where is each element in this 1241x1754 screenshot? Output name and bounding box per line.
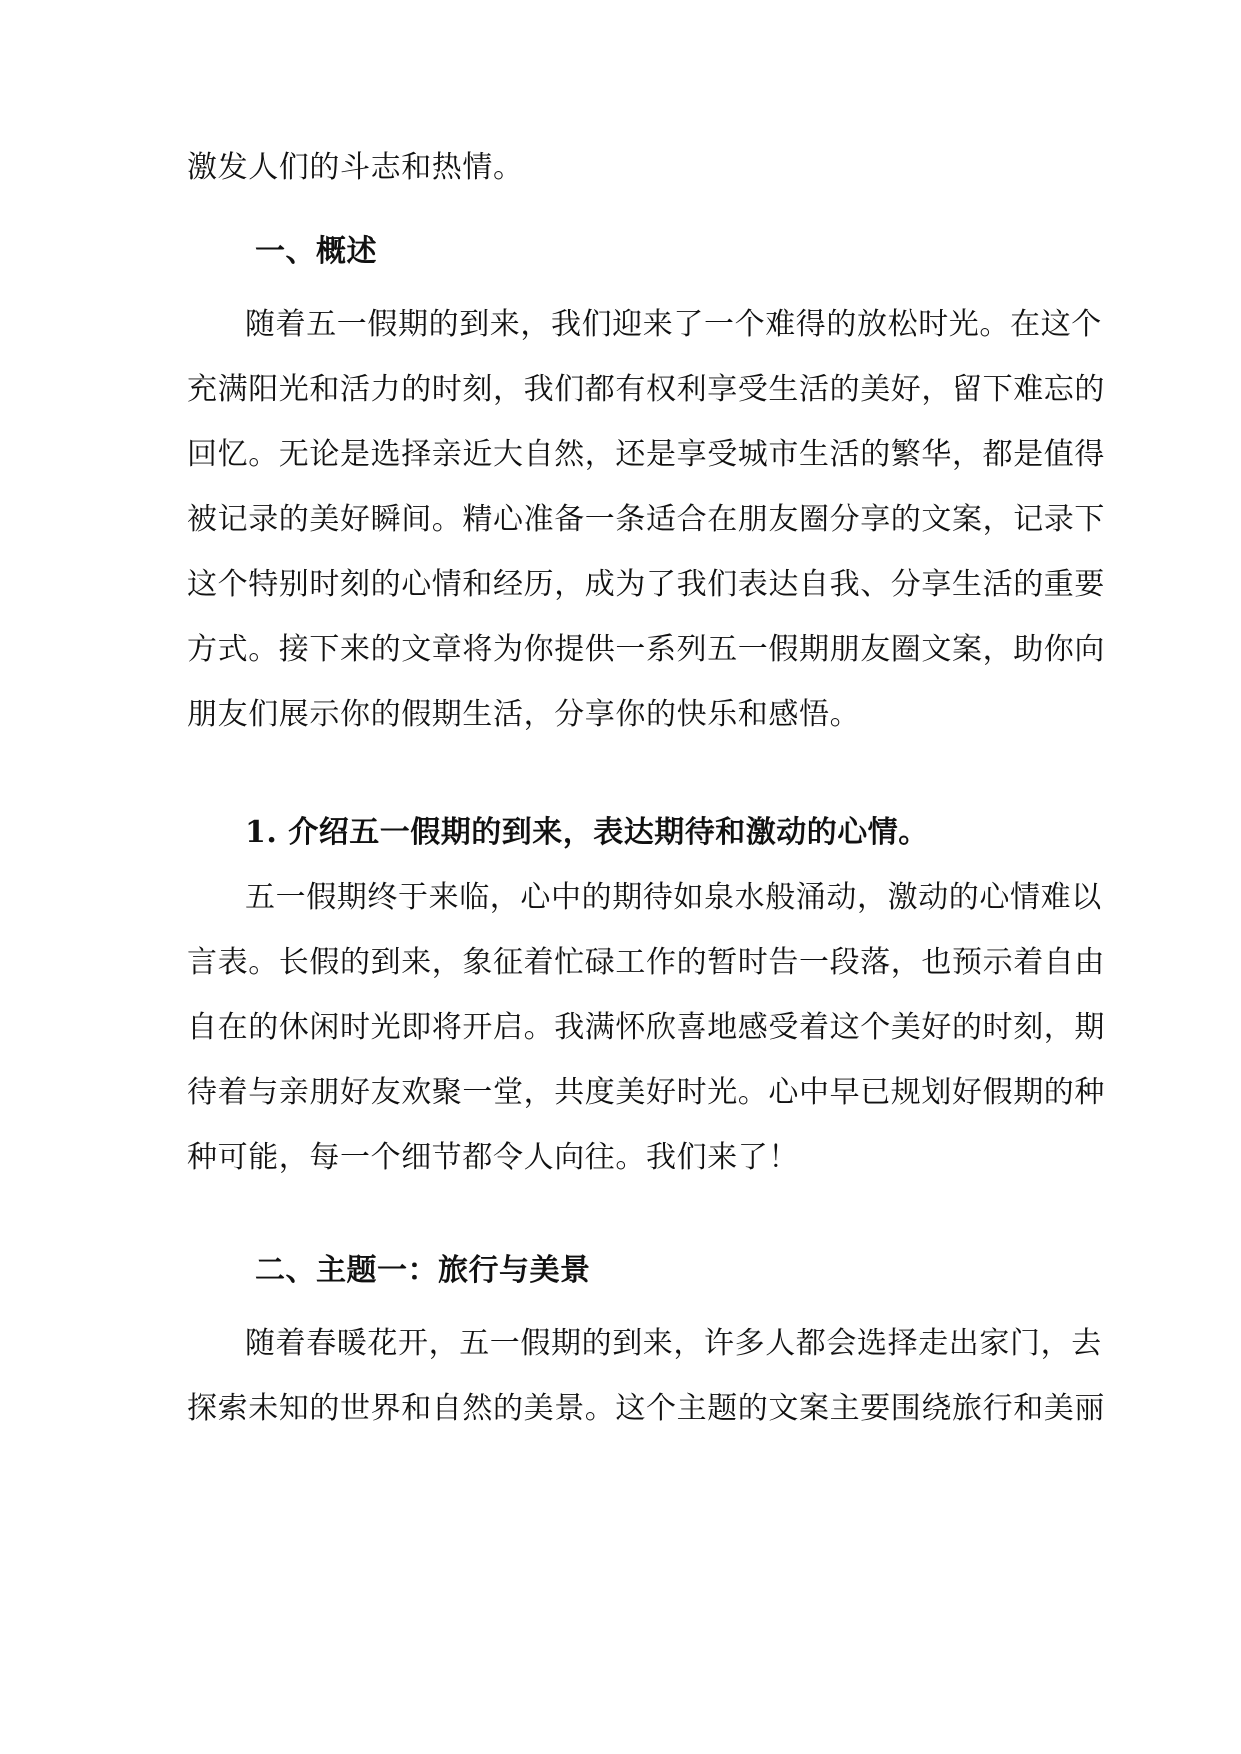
paragraph-line: 随着五一假期的到来，我们迎来了一个难得的放松时光。在这个: [245, 307, 1102, 342]
paragraph-line: 朋友们展示你的假期生活，分享你的快乐和感悟。: [187, 697, 861, 732]
paragraph-line: 随着春暖花开，五一假期的到来，许多人都会选择走出家门，去: [245, 1326, 1102, 1361]
section-heading: 二、主题一：旅行与美景: [255, 1253, 591, 1288]
paragraph-line: 探索未知的世界和自然的美景。这个主题的文案主要围绕旅行和美丽: [187, 1391, 1105, 1426]
paragraph-line: 充满阳光和活力的时刻，我们都有权利享受生活的美好，留下难忘的: [187, 372, 1105, 407]
paragraph-line: 被记录的美好瞬间。精心准备一条适合在朋友圈分享的文案，记录下: [187, 502, 1105, 537]
paragraph-line: 自在的休闲时光即将开启。我满怀欣喜地感受着这个美好的时刻，期: [187, 1010, 1105, 1045]
section-heading: 一、概述: [255, 234, 377, 269]
paragraph-line: 激发人们的斗志和热情。: [187, 150, 524, 185]
paragraph-line: 方式。接下来的文章将为你提供一系列五一假期朋友圈文案，助你向: [187, 632, 1105, 667]
paragraph-line: 这个特别时刻的心情和经历，成为了我们表达自我、分享生活的重要: [187, 567, 1105, 602]
paragraph-line: 言表。长假的到来，象征着忙碌工作的暂时告一段落，也预示着自由: [187, 945, 1105, 980]
paragraph-line: 种可能，每一个细节都令人向往。我们来了！: [187, 1140, 799, 1175]
subsection-heading: 1. 介绍五一假期的到来，表达期待和激动的心情。: [245, 815, 929, 850]
paragraph-line: 回忆。无论是选择亲近大自然，还是享受城市生活的繁华，都是值得: [187, 437, 1105, 472]
paragraph-line: 五一假期终于来临，心中的期待如泉水般涌动，激动的心情难以: [245, 880, 1102, 915]
paragraph-line: 待着与亲朋好友欢聚一堂，共度美好时光。心中早已规划好假期的种: [187, 1075, 1105, 1110]
